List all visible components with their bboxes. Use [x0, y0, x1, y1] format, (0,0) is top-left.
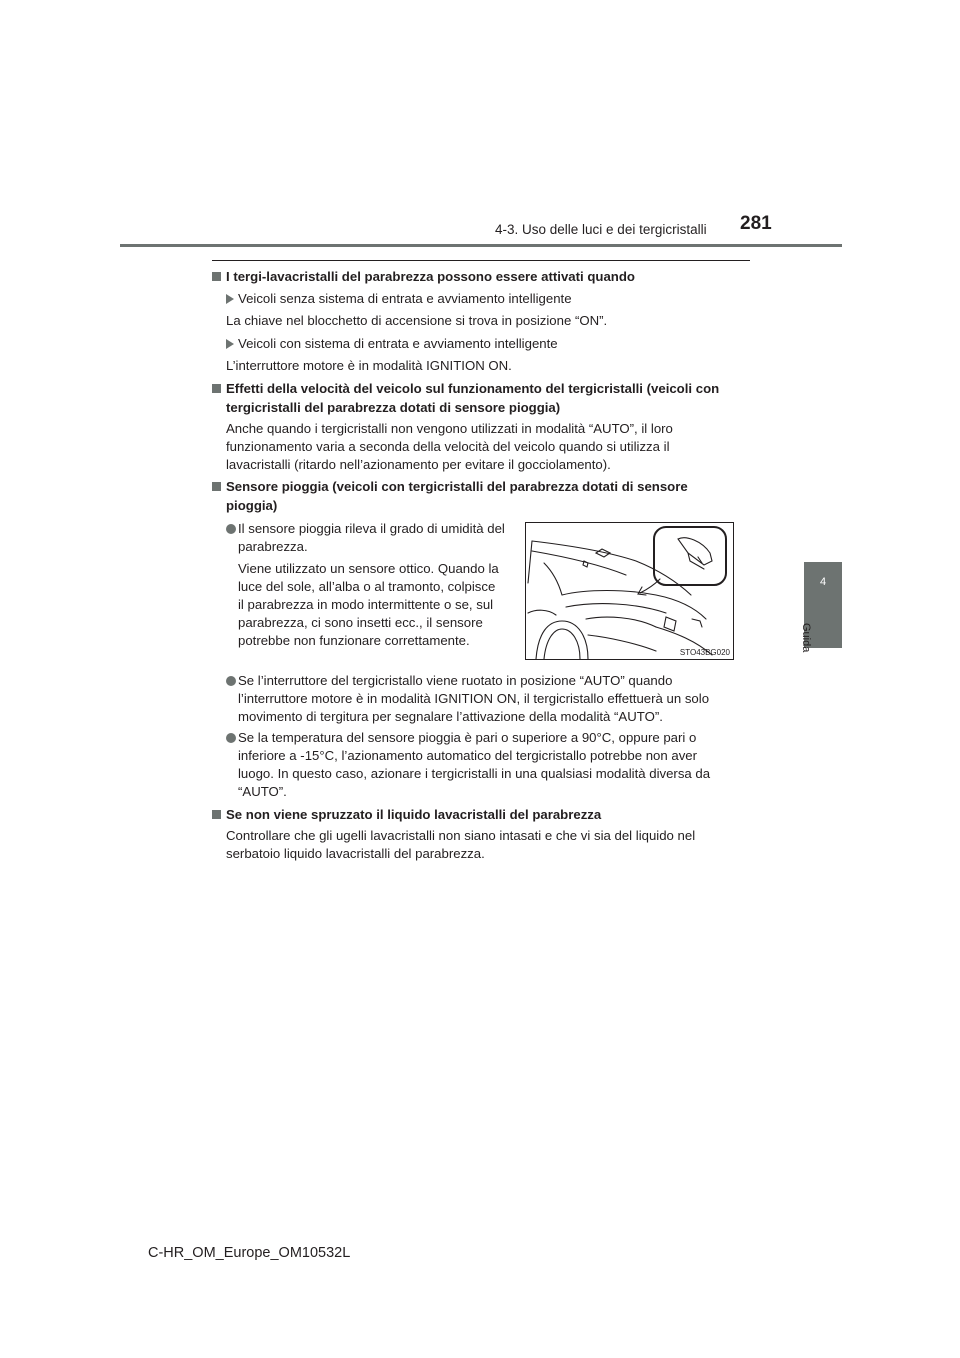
header-rule: [120, 244, 842, 247]
content-top-rule: [212, 260, 750, 261]
bullet-triangle-icon: [226, 339, 234, 349]
body-text: serbatoio liquido lavacristalli del parabrezza.: [226, 846, 485, 861]
section-heading: Se non viene spruzzato il liquido lavacristalli del parabrezza: [226, 807, 602, 822]
body-text: potrebbe non funzionare correttamente.: [238, 633, 470, 648]
body-text: La chiave nel blocchetto di accensione si trova in posizione “ON”.: [226, 313, 608, 328]
condition-item: Veicoli senza sistema di entrata e avviamento intelligente: [238, 291, 572, 306]
section-marker-square: [212, 384, 221, 393]
bullet-dot-icon: [226, 733, 236, 743]
body-text: funzionamento varia a seconda della velocità del veicolo quando si utilizza il: [226, 439, 670, 454]
condition-item: Veicoli con sistema di entrata e avviamento intelligente: [238, 336, 558, 351]
page-number: 281: [740, 213, 772, 234]
section-marker-square: [212, 272, 221, 281]
bullet-text: movimento di tergitura per segnalare l’attivazione della modalità “AUTO”.: [238, 709, 663, 724]
bullet-text: “AUTO”.: [238, 784, 287, 799]
figure-code: STO43BG020: [679, 648, 730, 657]
bullet-dot-icon: [226, 676, 236, 686]
body-text: luce del sole, all’alba o al tramonto, colpisce: [238, 579, 496, 594]
section-heading: Effetti della velocità del veicolo sul funzionamento del tergicristalli (veicoli con: [226, 381, 720, 396]
section-heading: Sensore pioggia (veicoli con tergicristalli del parabrezza dotati di sensore: [226, 479, 688, 494]
body-text: Controllare che gli ugelli lavacristalli non siano intasati e che vi sia del liquido nel: [226, 828, 696, 843]
bullet-text: parabrezza.: [238, 539, 308, 554]
chapter-number: 4: [819, 576, 827, 588]
bullet-text: Il sensore pioggia rileva il grado di umidità del: [238, 521, 505, 536]
rain-sensor-illustration: [525, 522, 734, 660]
bullet-text: Se l’interruttore del tergicristallo viene ruotato in posizione “AUTO” quando: [238, 673, 673, 688]
running-header-section: 4-3. Uso delle luci e dei tergicristalli: [495, 222, 707, 237]
bullet-triangle-icon: [226, 294, 234, 304]
body-text: parabrezza, ci sono insetti ecc., il sensore: [238, 615, 483, 630]
section-heading: I tergi-lavacristalli del parabrezza possono essere attivati quando: [226, 269, 635, 284]
bullet-text: l’interruttore motore è in modalità IGNITION ON, il tergicristallo effettuerà un solo: [238, 691, 710, 706]
section-heading-cont: pioggia): [226, 498, 278, 513]
bullet-text: luogo. In questo caso, azionare i tergicristalli in una qualsiasi modalità diversa da: [238, 766, 711, 781]
section-marker-square: [212, 810, 221, 819]
section-heading-cont: tergicristalli del parabrezza dotati di sensore pioggia): [226, 400, 561, 415]
section-marker-square: [212, 482, 221, 491]
bullet-text: inferiore a -15°C, l’azionamento automatico del tergicristallo potrebbe non aver: [238, 748, 698, 763]
bullet-dot-icon: [226, 524, 236, 534]
chapter-label: Guida: [800, 623, 812, 653]
bullet-text: Se la temperatura del sensore pioggia è pari o superiore a 90°C, oppure pari o: [238, 730, 697, 745]
document-code: C-HR_OM_Europe_OM10532L: [148, 1245, 351, 1261]
body-text: lavacristalli (ritardo nell’azionamento per evitare il gocciolamento).: [226, 457, 611, 472]
body-text: il parabrezza in modo intermittente o se, sul: [238, 597, 494, 612]
body-text: L’interruttore motore è in modalità IGNITION ON.: [226, 358, 512, 373]
body-text: Viene utilizzato un sensore ottico. Quando la: [238, 561, 499, 576]
body-text: Anche quando i tergicristalli non vengono utilizzati in modalità “AUTO”, il loro: [226, 421, 673, 436]
car-windshield-drawing: [526, 523, 733, 659]
